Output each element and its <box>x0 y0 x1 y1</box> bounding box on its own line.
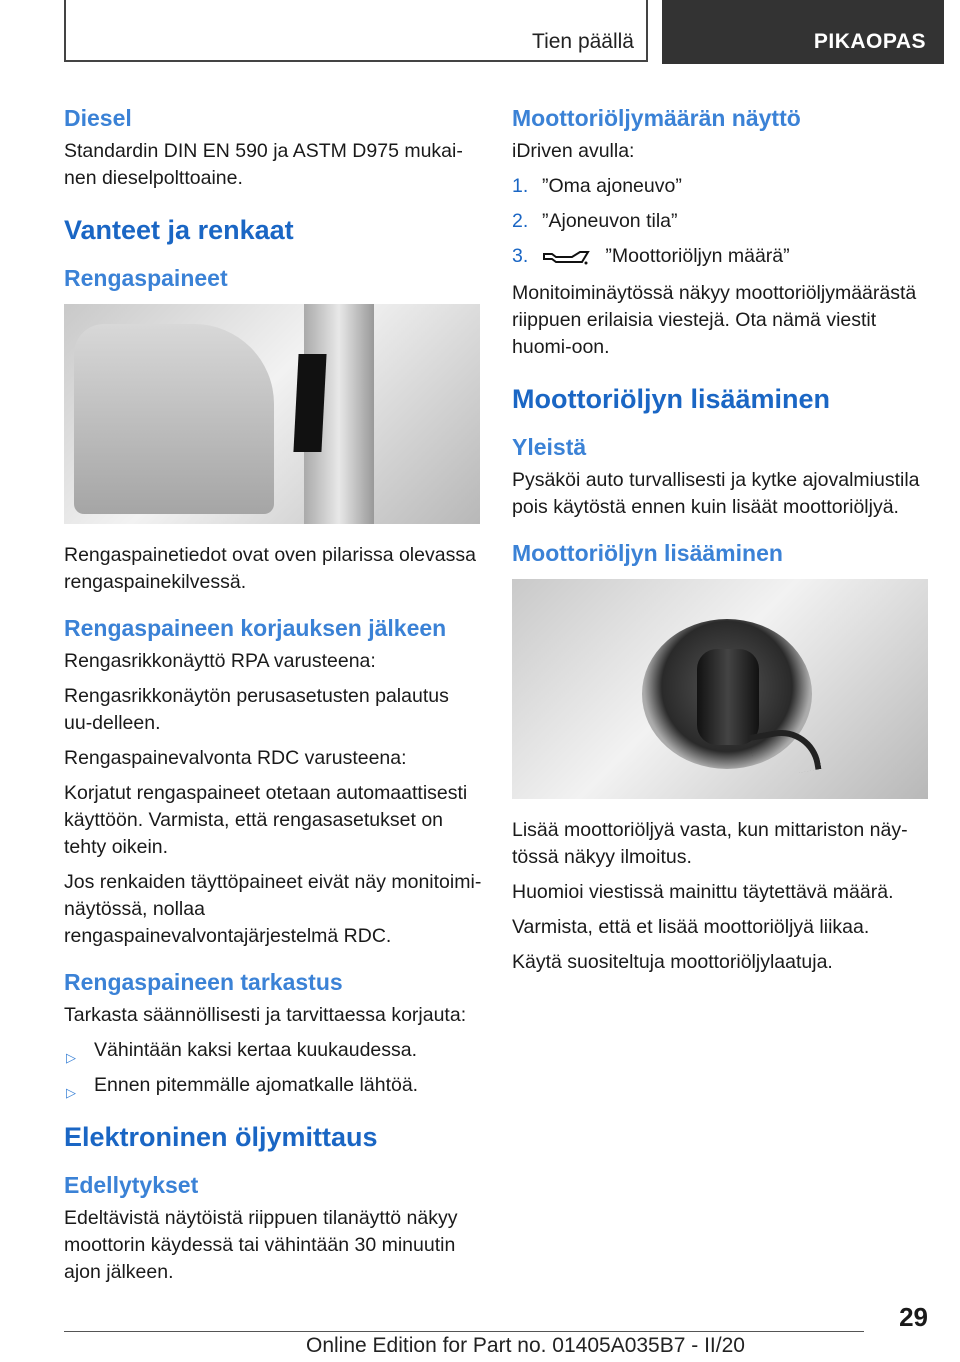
seat-shape <box>74 324 274 514</box>
tire-pressure-label-shape <box>293 354 326 452</box>
right-column <box>512 100 930 984</box>
repair-heading: Rengaspaineen korjauksen jälkeen <box>64 615 447 641</box>
pressure-heading: Rengaspaineet <box>64 265 228 291</box>
triangle-bullet-icon: ▷ <box>66 1050 76 1065</box>
repair-p1: Rengasrikkonäyttö RPA varusteena: <box>64 650 376 672</box>
left-column <box>64 100 482 1294</box>
rotate-arrow-icon <box>749 724 822 781</box>
header-tab-label: PIKAOPAS <box>813 30 926 53</box>
add-oil-heading: Moottoriöljyn lisääminen <box>512 384 831 414</box>
steps-list <box>512 173 930 270</box>
oil-cap-handle-shape <box>697 649 759 745</box>
add-oil-subheading: Moottoriöljyn lisääminen <box>512 540 783 566</box>
list-item: 3. ”Moottoriöljyn määrä” <box>512 245 790 267</box>
requirements-heading: Edellytykset <box>64 1172 199 1198</box>
add-p4: Käytä suositeltuja moottoriöljylaatuja. <box>512 951 833 973</box>
list-item: 1. ”Oma ajoneuvo” <box>512 175 682 197</box>
header-section-title: Tien päällä <box>532 30 634 53</box>
general-text: Pysäköi auto turvallisesti ja kytke ajovalmiustila pois käytöstä ennen kuin lisäät moottoriöljyä. <box>512 469 920 518</box>
oil-cap-image <box>512 579 928 799</box>
add-p2: Huomioi viestissä mainittu täytettävä määrä. <box>512 881 894 903</box>
check-text: Tarkasta säännöllisesti ja tarvittaessa korjauta: <box>64 1004 467 1026</box>
add-p3: Varmista, että et lisää moottoriöljyä liikaa. <box>512 916 870 938</box>
check-list <box>64 1037 482 1099</box>
general-heading: Yleistä <box>512 434 587 460</box>
oil-can-icon <box>542 248 590 266</box>
header-tab <box>662 0 944 64</box>
diesel-text: Standardin DIN EN 590 ja ASTM D975 mukai-nen dieselpolttoaine. <box>64 140 463 189</box>
oil-measure-heading: Elektroninen öljymittaus <box>64 1122 378 1152</box>
display-text: Monitoiminäytössä näkyy moottoriöljymäärästä riippuen erilaisia viestejä. Ota nämä viestit huomi-oon. <box>512 282 917 358</box>
wheels-heading: Vanteet ja renkaat <box>64 215 294 245</box>
pressure-text: Rengaspainetiedot ovat oven pilarissa olevassa rengaspainekilvessä. <box>64 544 476 593</box>
list-item: ▷ Ennen pitemmälle ajomatkalle lähtöä. <box>64 1072 482 1099</box>
footer-divider <box>64 1331 864 1332</box>
triangle-bullet-icon: ▷ <box>66 1085 76 1100</box>
repair-p4: Korjatut rengaspaineet otetaan automaattisesti käyttöön. Varmista, että rengasasetukset on tehty oikein. <box>64 782 468 858</box>
diesel-heading: Diesel <box>64 105 132 131</box>
door-pillar-image <box>64 304 480 524</box>
list-item: 2. ”Ajoneuvon tila” <box>512 210 678 232</box>
list-item: ▷ Vähintään kaksi kertaa kuukaudessa. <box>64 1037 482 1064</box>
oil-display-heading: Moottoriöljymäärän näyttö <box>512 105 801 131</box>
check-heading: Rengaspaineen tarkastus <box>64 969 343 995</box>
repair-p2: Rengasrikkonäytön perusasetusten palautus uu-delleen. <box>64 685 449 734</box>
idrive-text: iDriven avulla: <box>512 140 635 162</box>
edition-text: Online Edition for Part no. 01405A035B7 - II/20 <box>306 1334 745 1357</box>
page-number: 29 <box>899 1302 928 1332</box>
repair-p3: Rengaspainevalvonta RDC varusteena: <box>64 747 407 769</box>
repair-p5: Jos renkaiden täyttöpaineet eivät näy monitoimi-näytössä, nollaa rengaspainevalvontajärjestelmä RDC. <box>64 871 482 947</box>
header-section-box <box>64 0 648 62</box>
add-p1: Lisää moottoriöljyä vasta, kun mittariston näy-tössä näkyy ilmoitus. <box>512 819 908 868</box>
requirements-text: Edeltävistä näytöistä riippuen tilanäyttö näkyy moottorin käydessä tai vähintään 30 minuutin ajon jälkeen. <box>64 1207 458 1283</box>
